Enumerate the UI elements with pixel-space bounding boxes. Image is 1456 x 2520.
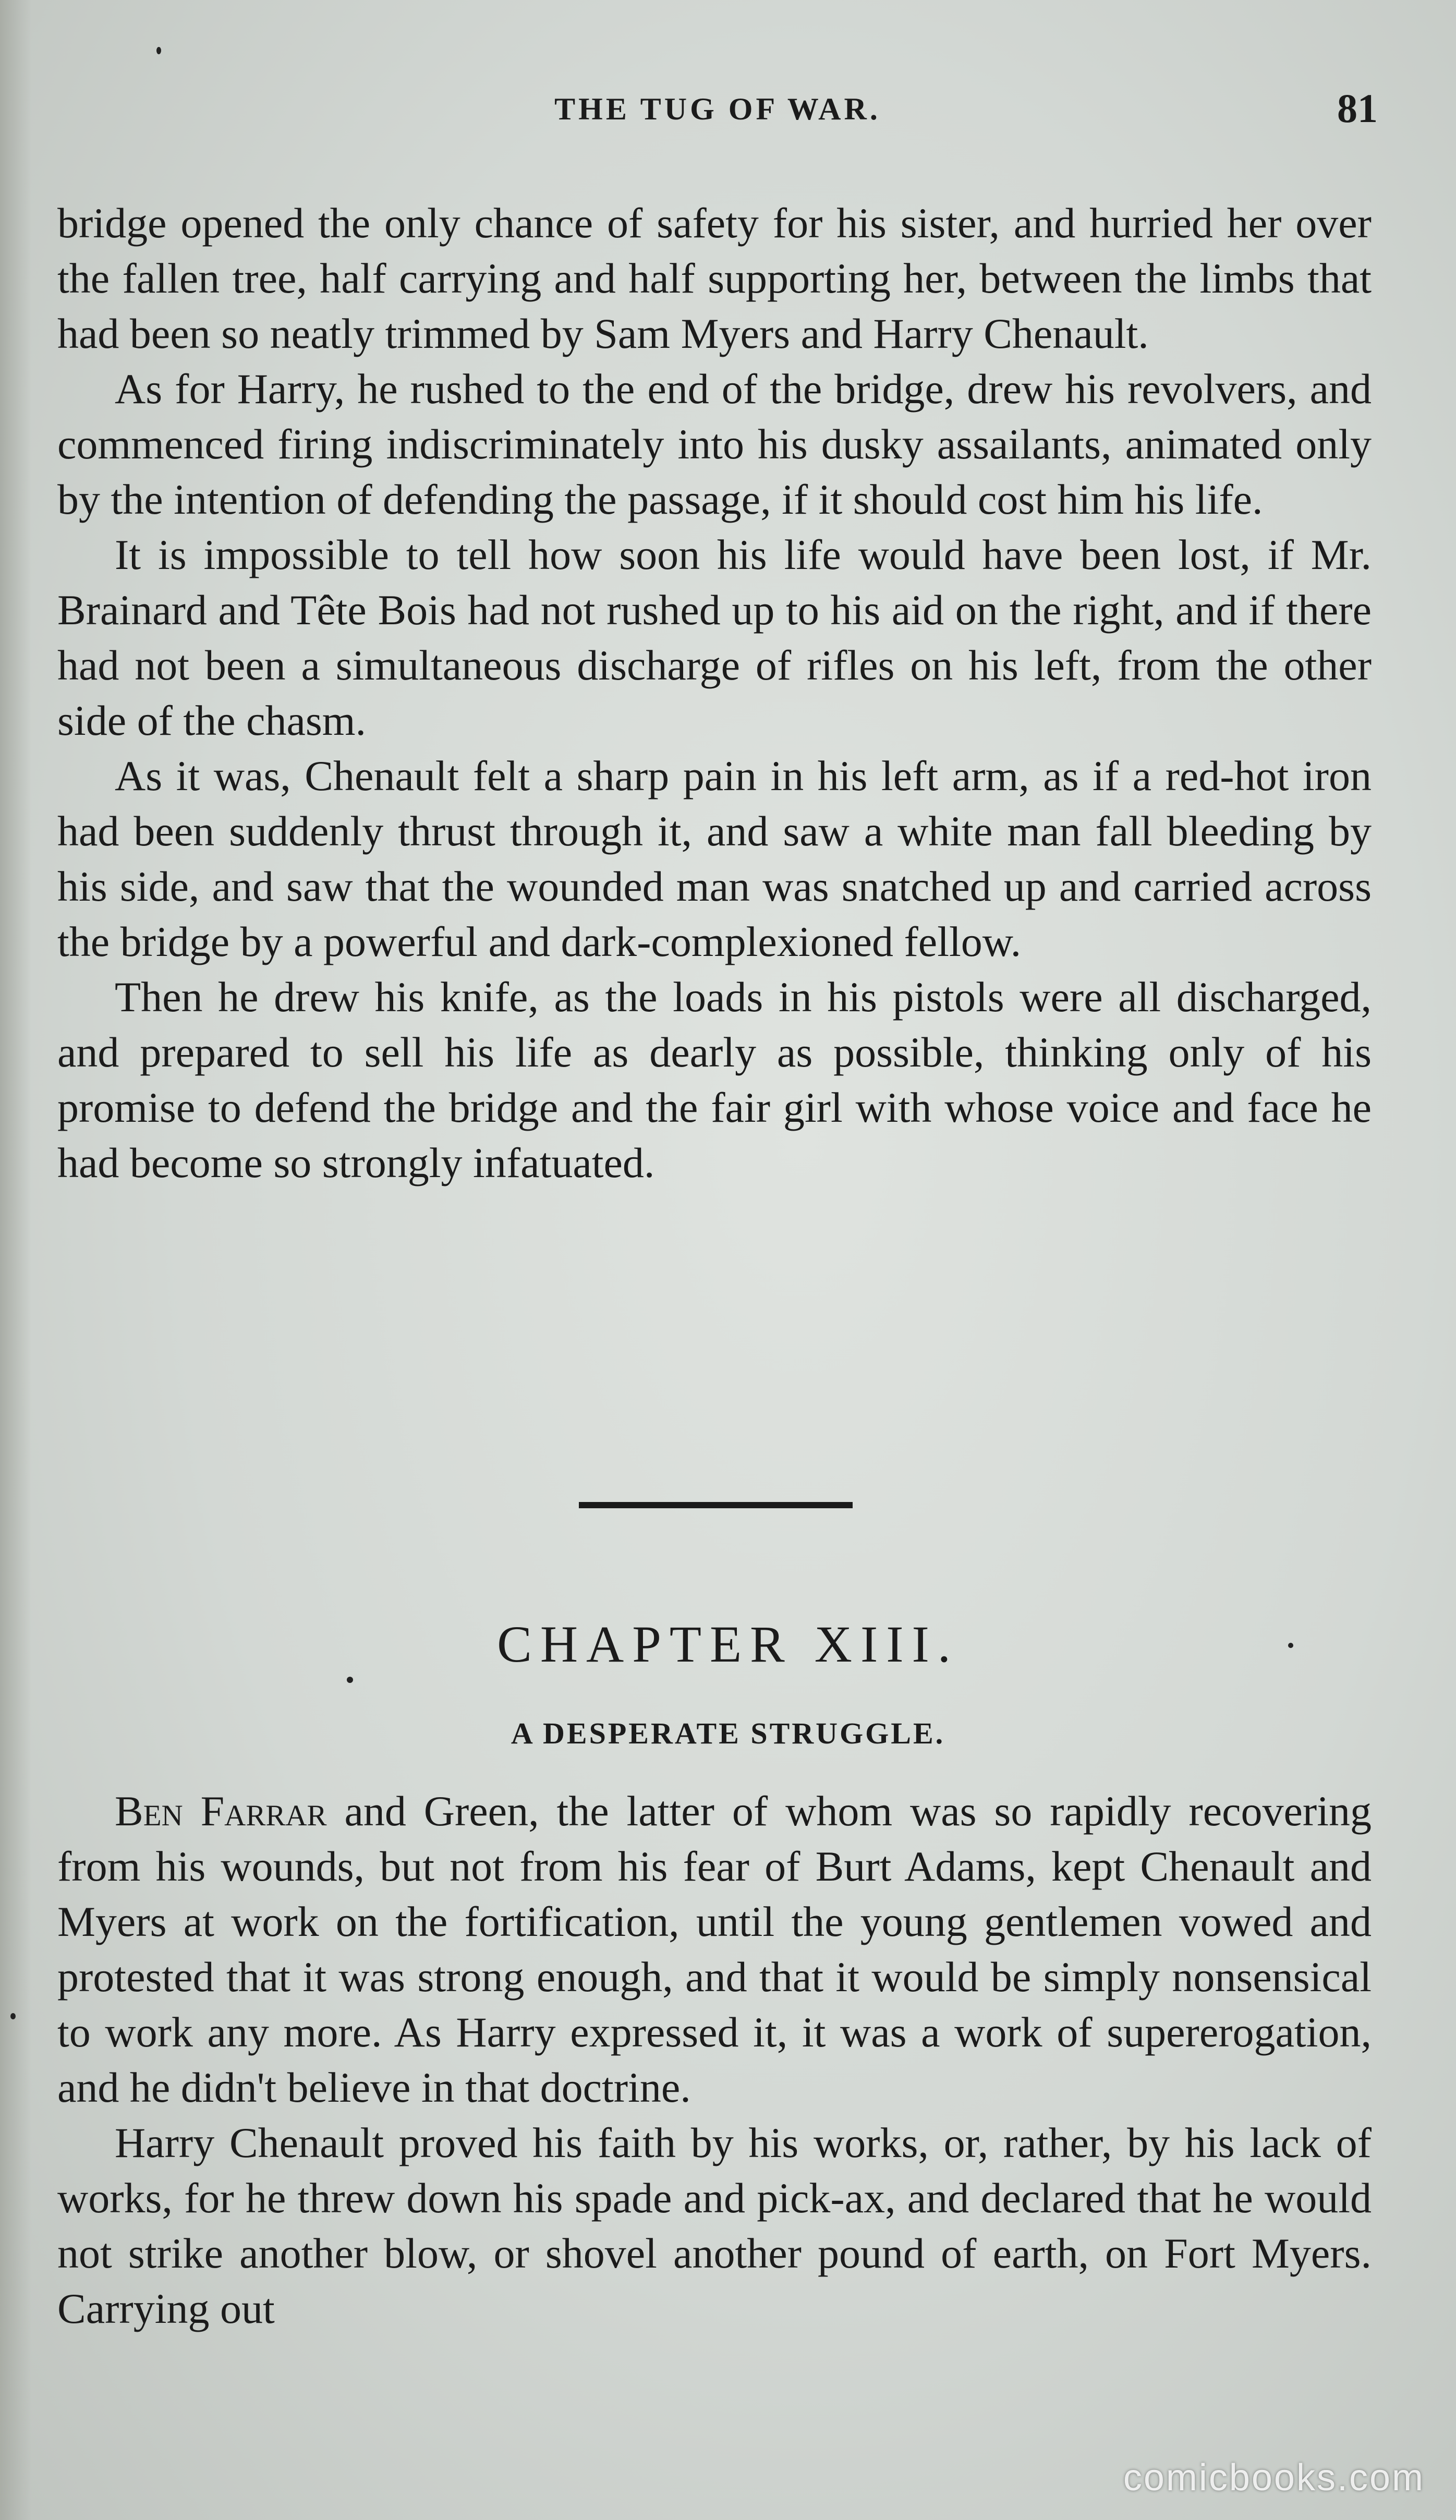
paragraph: bridge opened the only chance of safety for his sister, and hurried her over the fallen tree, half carrying and half supporting her, between the limbs that had been so neatly trimmed by Sam Myers and Harry Chenault.	[57, 199, 1372, 357]
paragraph	[57, 1784, 1372, 2115]
paragraph: It is impossible to tell how soon his life would have been lost, if Mr. Brainard and Tête Bois had not rushed up to his aid on the right, and if there had not been a simultaneous discharge of rifles on his left, from the other side of the chasm.	[57, 531, 1372, 744]
ink-speck	[10, 2013, 16, 2019]
paragraph-body: and Green, the latter of whom was so rapidly recovering from his wounds, but not from his fear of Burt Adams, kept Chenault and Myers at work on the fortification, until the young gentlemen vowed and protested that it was strong enough, and that it would be simply nonsensical to work any more. As Harry expressed it, it was a work of supererogation, and he didn't believe in that doctrine.	[57, 1787, 1372, 2111]
watermark-logo: comicbooks.com	[1123, 2457, 1425, 2499]
chapter-heading: CHAPTER XIII.	[497, 1615, 959, 1673]
page-header	[57, 86, 1378, 149]
paragraph: Then he drew his knife, as the loads in his pistols were all discharged, and prepared to sell his life as dearly as possible, thinking only of his promise to defend the bridge and the fair girl with whose voice and face he had become so strongly infatuated.	[57, 973, 1372, 1186]
body-text-chapter	[57, 1784, 1372, 2336]
ink-speck	[347, 1677, 353, 1683]
page-edge-shadow	[0, 0, 31, 2520]
running-title: THE TUG OF WAR.	[554, 92, 881, 126]
ink-speck	[156, 47, 161, 54]
body-text-top	[57, 196, 1372, 1191]
page-number: 81	[1337, 86, 1378, 131]
paragraph: As for Harry, he rushed to the end of the bridge, drew his revolvers, and commenced firing indiscriminately into his dusky assailants, animated only by the intention of defending the passage, if it should cost him his life.	[57, 365, 1372, 523]
chapter-subtitle: A DESPERATE STRUGGLE.	[511, 1716, 945, 1750]
section-divider	[579, 1502, 853, 1508]
paragraph-lead-in: Ben Farrar	[115, 1787, 327, 1835]
paragraph: Harry Chenault proved his faith by his works, or, rather, by his lack of works, for he threw down his spade and pick-ax, and declared that he would not strike another blow, or shovel another pound of earth, on Fort Myers. Carrying out	[57, 2119, 1372, 2332]
ink-speck	[1288, 1643, 1293, 1648]
paragraph: As it was, Chenault felt a sharp pain in his left arm, as if a red-hot iron had been suddenly thrust through it, and saw a white man fall bleeding by his side, and saw that the wounded man was snatched up and carried across the bridge by a powerful and dark-complexioned fellow.	[57, 752, 1372, 965]
